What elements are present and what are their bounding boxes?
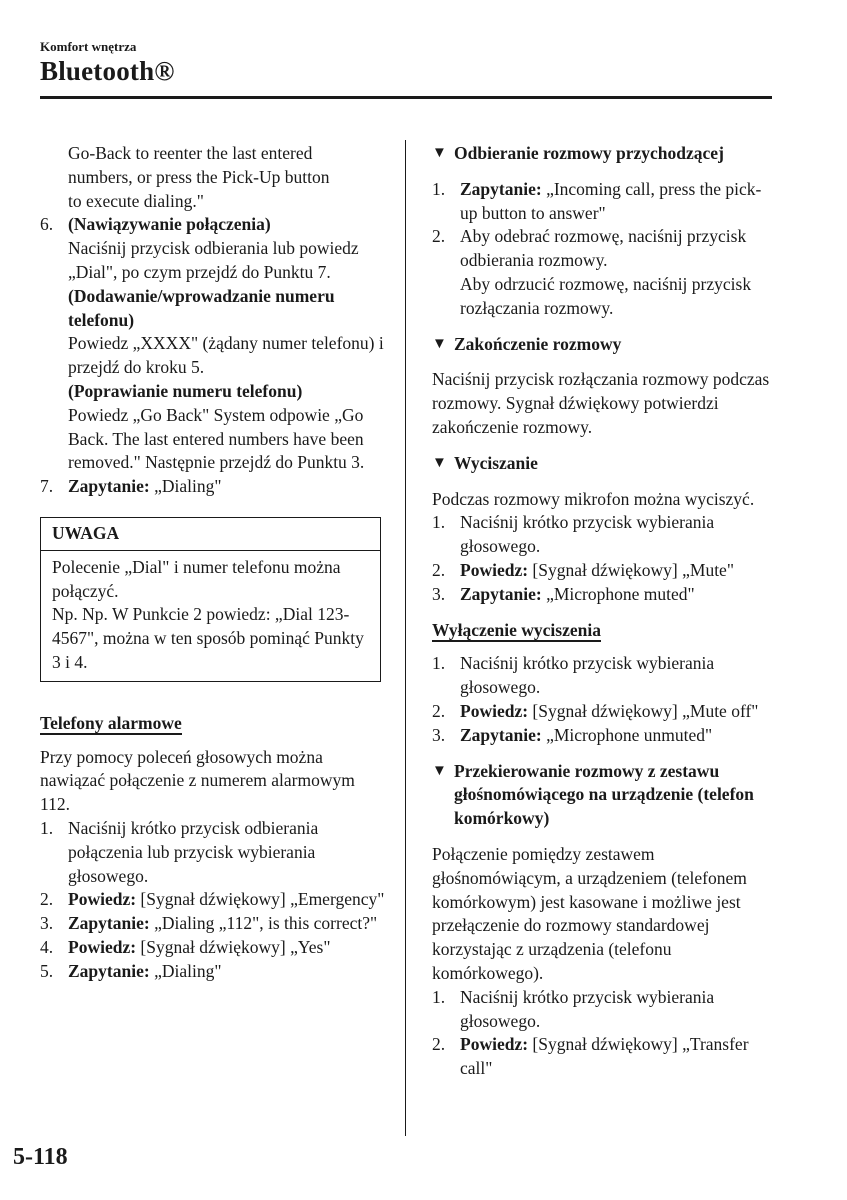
- emergency-intro: Przy pomocy poleceń głosowych można nawiązać połączenie z numerem alarmowym 112.: [40, 746, 355, 815]
- transfer-heading: [432, 760, 777, 831]
- step-text: „Dialing „112", is this correct?": [149, 913, 378, 934]
- end-call-heading-text: Zakończenie rozmowy: [454, 333, 622, 354]
- end-call-heading: [432, 333, 777, 357]
- step-text: Naciśnij krótko przycisk wybierania głosowego.: [460, 653, 715, 698]
- step-text: Naciśnij krótko przycisk wybierania głosowego.: [460, 512, 715, 557]
- step-text: Naciśnij krótko przycisk odbierania połączenia lub przycisk wybierania głosowego.: [68, 817, 319, 886]
- list-item: [432, 724, 777, 748]
- step-number: 4.: [40, 936, 54, 957]
- step-number: 5.: [40, 960, 54, 981]
- step-label: Zapytanie:: [68, 960, 150, 981]
- step-text: Naciśnij krótko przycisk wybierania głosowego.: [460, 986, 715, 1031]
- list-item: [432, 583, 777, 607]
- step-number: 2.: [40, 889, 54, 910]
- emergency-heading: Telefony alarmowe: [40, 712, 182, 733]
- note-line: Polecenie „Dial" i numer telefonu można połączyć.: [52, 556, 341, 601]
- step-number: 1.: [432, 986, 446, 1007]
- step-text: „Dialing": [149, 476, 222, 497]
- mute-intro: Podczas rozmowy mikrofon można wyciszyć.: [432, 488, 755, 509]
- transfer-heading-text: Przekierowanie rozmowy z zestawu głośnomówiącego na urządzenie (telefon komórkowy): [454, 760, 754, 829]
- emergency-heading-wrap: [40, 712, 385, 736]
- title-rule: [40, 96, 772, 99]
- step-text: „Incoming call, press the pick-up button to answer": [460, 178, 762, 223]
- step-label: Zapytanie:: [68, 476, 150, 497]
- triangle-marker-icon: ▼: [432, 454, 447, 471]
- intro-line: to execute dialing.": [68, 190, 204, 211]
- list-item: [40, 960, 385, 984]
- note-box: [40, 517, 381, 682]
- intro-line: Go-Back to reenter the last entered: [68, 143, 313, 163]
- step-number: 3.: [432, 583, 446, 604]
- step-number: 1.: [432, 653, 446, 674]
- step-text: [Sygnał dźwiękowy] „Mute": [528, 559, 734, 580]
- intro-line: numbers, or press the Pick-Up button: [68, 166, 330, 187]
- note-line: Np. Np. W Punkcie 2 powiedz: „Dial 123-4567", można w ten sposób pominąć Punkty 3 i 4.: [52, 604, 364, 672]
- triangle-marker-icon: ▼: [432, 145, 447, 161]
- list-item: [40, 817, 385, 888]
- step-6-text: Naciśnij przycisk odbierania lub powiedz „Dial", po czym przejdź do Punktu 7.: [68, 238, 359, 282]
- step-text: Aby odrzucić rozmowę, naciśnij przycisk rozłączania rozmowy.: [460, 273, 752, 318]
- unmute-heading-wrap: [432, 619, 777, 643]
- step-number: 1.: [40, 817, 54, 838]
- list-item: [432, 178, 777, 226]
- intro-continuation: [40, 142, 385, 213]
- step-label: Powiedz:: [68, 889, 137, 910]
- step-text: [Sygnał dźwiękowy] „Emergency": [136, 889, 385, 910]
- note-body: [41, 551, 380, 681]
- step-label: Powiedz:: [460, 1034, 529, 1055]
- end-call-text: Naciśnij przycisk rozłączania rozmowy podczas rozmowy. Sygnał dźwiękowy potwierdzi zakończenie rozmowy.: [432, 369, 770, 437]
- list-item: [432, 652, 777, 700]
- incoming-heading-text: Odbieranie rozmowy przychodzącej: [454, 143, 724, 163]
- step-number: 2.: [432, 700, 446, 721]
- list-item: [40, 912, 385, 936]
- step-number: 3.: [432, 724, 446, 745]
- step-6-heading: (Nawiązywanie połączenia): [68, 214, 271, 235]
- note-heading: UWAGA: [41, 518, 380, 551]
- page-title: Bluetooth®: [40, 56, 175, 86]
- step-number: 2.: [432, 1034, 446, 1055]
- emergency-steps: [40, 817, 385, 984]
- step-label: Zapytanie:: [460, 178, 542, 199]
- step-text: [Sygnał dźwiękowy] „Yes": [136, 936, 331, 957]
- incoming-heading: [432, 142, 777, 166]
- unmute-heading: Wyłączenie wyciszenia: [432, 619, 601, 640]
- step-6-sub1-text: Powiedz „XXXX" (żądany numer telefonu) i przejdź do kroku 5.: [68, 333, 384, 378]
- step-label: Zapytanie:: [460, 724, 542, 745]
- right-column: [432, 142, 777, 1081]
- step-text: [Sygnał dźwiękowy] „Transfer call": [460, 1034, 749, 1079]
- transfer-intro: Połączenie pomiędzy zestawem głośnomówiącym, a urządzeniem (telefonem komórkowym) jest kasowane i możliwe jest przełączenie do rozmowy standardowej korzystając z urządzenia (telefonu komórkowego).: [432, 843, 747, 983]
- page-number: 5-118: [13, 1144, 68, 1170]
- list-item: [40, 936, 385, 960]
- list-item: [432, 511, 777, 559]
- list-item: [432, 700, 777, 724]
- triangle-marker-icon: ▼: [432, 335, 447, 352]
- step-text: „Microphone unmuted": [541, 724, 713, 745]
- step-number: 2.: [432, 559, 446, 580]
- step-label: Powiedz:: [68, 936, 137, 957]
- list-item: [432, 1033, 777, 1081]
- step-number: 7.: [40, 476, 54, 497]
- step-text: „Microphone muted": [541, 583, 695, 604]
- step-6-sub2-text: Powiedz „Go Back" System odpowie „Go Back. The last entered numbers have been removed." Następnie przejdź do Punktu 3.: [68, 404, 365, 473]
- step-number: 6.: [40, 214, 54, 235]
- list-item: [432, 559, 777, 583]
- step-6: [40, 213, 385, 475]
- list-item: [432, 986, 777, 1034]
- list-item: [40, 888, 385, 912]
- mute-heading-text: Wyciszanie: [454, 452, 538, 473]
- triangle-marker-icon: ▼: [432, 762, 447, 779]
- step-number: 3.: [40, 913, 54, 934]
- step-label: Powiedz:: [460, 559, 529, 580]
- step-text: Aby odebrać rozmowę, naciśnij przycisk odbierania rozmowy.: [460, 226, 747, 271]
- step-7: [40, 475, 385, 499]
- step-text: „Dialing": [149, 960, 222, 981]
- column-divider: [405, 140, 406, 1136]
- step-label: Zapytanie:: [68, 913, 150, 934]
- step-label: Powiedz:: [460, 700, 529, 721]
- step-text: [Sygnał dźwiękowy] „Mute off": [528, 700, 759, 721]
- step-number: 1.: [432, 512, 446, 533]
- step-number: 2.: [432, 226, 446, 247]
- step-6-sub2-heading: (Poprawianie numeru telefonu): [68, 380, 303, 401]
- step-6-sub1-heading: (Dodawanie/wprowadzanie numeru telefonu): [68, 285, 335, 330]
- mute-heading: [432, 452, 777, 476]
- left-column: [40, 142, 385, 984]
- step-label: Zapytanie:: [460, 583, 542, 604]
- section-label: Komfort wnętrza: [40, 39, 137, 54]
- list-item: [432, 225, 777, 320]
- step-number: 1.: [432, 178, 446, 199]
